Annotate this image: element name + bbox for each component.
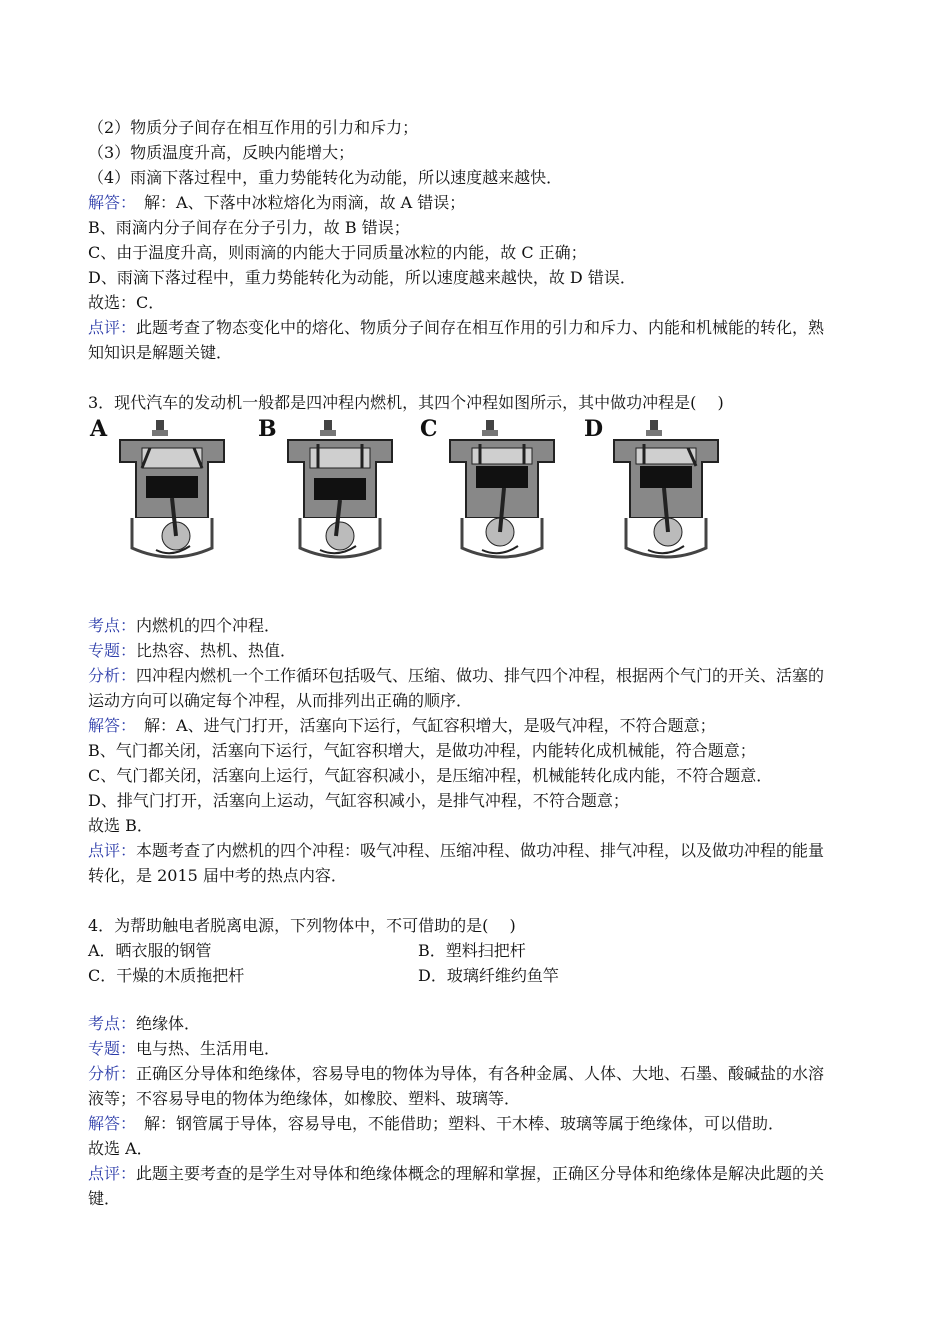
comment-text: 本题考查了内燃机的四个冲程：吸气冲程、压缩冲程、做功冲程、排气冲程，以及做功冲程的能量	[136, 841, 825, 860]
q2-answer-line-2: B、雨滴内分子间存在分子引力，故 B 错误；	[88, 218, 410, 237]
q3-zhuanti	[88, 639, 868, 663]
q3-answer-line-3: C、气门都关闭，活塞向上运行，气缸容积减小，是压缩冲程，机械能转化成内能，不符合题意．	[88, 766, 773, 785]
figure-letter-b: B	[258, 416, 278, 442]
zhuanti-label: 专题：	[88, 641, 137, 660]
comment-text: 此题主要考查的是学生对导体和绝缘体概念的理解和掌握，正确区分导体和绝缘体是解决此题的关	[136, 1164, 825, 1183]
engine-diagram-d	[606, 418, 726, 568]
kaodian-label: 考点：	[88, 616, 137, 635]
kaodian-text: 内燃机的四个冲程．	[136, 616, 281, 635]
comment-label: 点评：	[88, 318, 137, 337]
answer-label: 解答：	[88, 1114, 129, 1133]
comment-label: 点评：	[88, 1164, 137, 1183]
fenxi-text: 四冲程内燃机一个工作循环包括吸气、压缩、做功、排气四个冲程，根据两个气门的开关、活塞的	[136, 666, 825, 685]
q4-comment-line-1	[88, 1162, 868, 1186]
answer-text: 解：A、下落中冰粒熔化为雨滴，故 A 错误；	[128, 193, 466, 212]
q4-zhuanti	[88, 1037, 868, 1061]
figure-letter-d: D	[584, 416, 605, 442]
q2-point-4: （4）雨滴下落过程中，重力势能转化为动能，所以速度越来越快．	[88, 168, 563, 187]
comment-label: 点评：	[88, 841, 137, 860]
q3-fenxi-line-1	[88, 664, 868, 688]
q3-answer-choice: 故选 B．	[88, 816, 153, 835]
q4-options	[88, 939, 848, 989]
zhuanti-text: 比热容、热机、热值．	[136, 641, 297, 660]
answer-label: 解答：	[88, 716, 129, 735]
q2-answer-line-4: D、雨滴下落过程中，重力势能转化为动能，所以速度越来越快，故 D 错误．	[88, 268, 636, 287]
q4-comment-line-2: 键．	[88, 1189, 121, 1208]
option-b: B．塑料扫把杆	[418, 941, 526, 960]
q2-answer-line-3: C、由于温度升高，则雨滴的内能大于同质量冰粒的内能，故 C 正确；	[88, 243, 587, 262]
kaodian-label: 考点：	[88, 1014, 137, 1033]
figure-letter-a: A	[90, 416, 109, 442]
answer-label: 解答：	[88, 193, 129, 212]
engine-diagram-c	[442, 418, 562, 568]
fenxi-label: 分析：	[88, 1064, 137, 1083]
q4-stem: 4．为帮助触电者脱离电源，下列物体中，不可借助的是( )	[88, 916, 516, 935]
fenxi-label: 分析：	[88, 666, 137, 685]
fenxi-text: 正确区分导体和绝缘体，容易导电的物体为导体，有各种金属、人体、大地、石墨、酸碱盐的水溶	[136, 1064, 825, 1083]
q3-kaodian	[88, 614, 868, 638]
q2-comment-line-2: 知知识是解题关键．	[88, 343, 233, 362]
kaodian-text: 绝缘体．	[136, 1014, 201, 1033]
zhuanti-label: 专题：	[88, 1039, 137, 1058]
q2-point-2: （2）物质分子间存在相互作用的引力和斥力；	[88, 118, 419, 137]
q4-fenxi-line-1	[88, 1062, 868, 1086]
engine-diagram-a	[112, 418, 232, 568]
option-d: D．玻璃纤维约鱼竿	[418, 966, 559, 985]
q4-kaodian	[88, 1012, 868, 1036]
answer-text: 解：钢管属于导体，容易导电，不能借助；塑料、干木棒、玻璃等属于绝缘体，可以借助．	[128, 1114, 785, 1133]
q3-fenxi-line-2: 运动方向可以确定每个冲程，从而排列出正确的顺序．	[88, 691, 473, 710]
q2-point-3: （3）物质温度升高，反映内能增大；	[88, 143, 355, 162]
q3-stem: 3．现代汽车的发动机一般都是四冲程内燃机，其四个冲程如图所示，其中做功冲程是( )	[88, 393, 724, 412]
q3-answer-line-4: D、排气门打开，活塞向上运动，气缸容积减小，是排气冲程，不符合题意；	[88, 791, 629, 810]
q3-comment-line-1	[88, 839, 868, 863]
q3-answer-line-2: B、气门都关闭，活塞向下运行，气缸容积增大，是做功冲程，内能转化成机械能，符合题意；	[88, 741, 756, 760]
q3-answer-line-1	[88, 714, 868, 738]
option-a: A．晒衣服的钢管	[88, 941, 212, 960]
q3-comment-line-2: 转化，是 2015 届中考的热点内容．	[88, 866, 347, 885]
comment-text: 此题考查了物态变化中的熔化、物质分子间存在相互作用的引力和斥力、内能和机械能的转化，熟	[136, 318, 825, 337]
q4-fenxi-line-2: 液等；不容易导电的物体为绝缘体，如橡胶、塑料、玻璃等．	[88, 1089, 521, 1108]
q2-answer-line-1	[88, 191, 868, 215]
answer-text: 解：A、进气门打开，活塞向下运行，气缸容积增大，是吸气冲程，不符合题意；	[128, 716, 716, 735]
q4-answer-choice: 故选 A．	[88, 1139, 153, 1158]
engine-diagram-b	[280, 418, 400, 568]
q2-answer-choice: 故选：C．	[88, 293, 165, 312]
q2-comment-line-1	[88, 316, 868, 340]
q4-answer-line-1	[88, 1112, 868, 1136]
option-c: C．干燥的木质拖把杆	[88, 966, 245, 985]
figure-letter-c: C	[420, 416, 439, 442]
zhuanti-text: 电与热、生活用电．	[136, 1039, 281, 1058]
